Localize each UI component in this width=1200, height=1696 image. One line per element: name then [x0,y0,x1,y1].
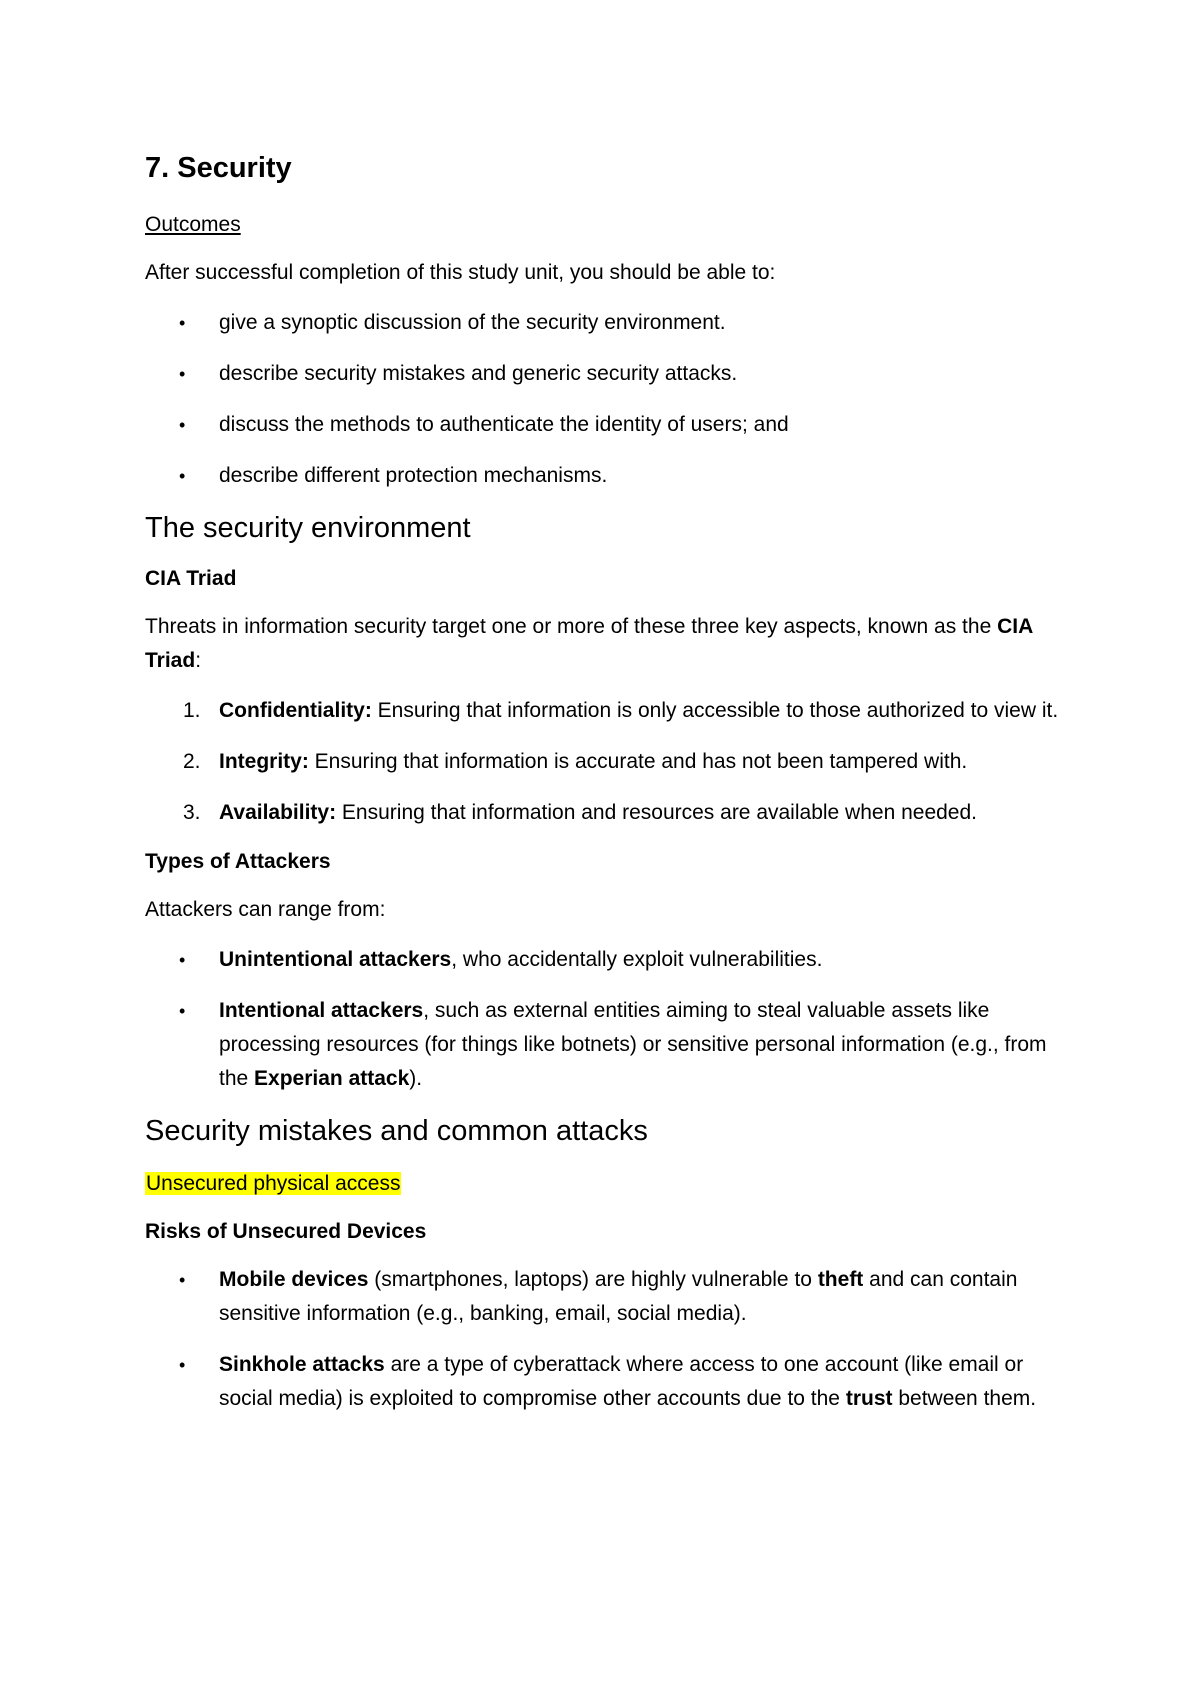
list-item: • give a synoptic discussion of the security environment. [145,306,1080,340]
cia-intro: Threats in information security target one or more of these three key aspects, known as the CIA Triad: [145,615,1033,672]
list-item: • Unintentional attackers, who accidentally exploit vulnerabilities. [145,943,1080,977]
list-item: • describe security mistakes and generic security attacks. [145,357,1080,391]
bullet-icon: • [179,415,186,435]
bullet-icon: • [179,313,186,333]
outcomes-intro: After successful completion of this study unit, you should be able to: [145,261,776,284]
bullet-icon: • [179,1001,186,1021]
outcomes-label: Outcomes [145,213,241,236]
bullet-icon: • [179,364,186,384]
bullet-icon: • [179,1355,186,1375]
section-heading-security-environment: The security environment [145,512,471,544]
subheading-types-of-attackers: Types of Attackers [145,850,331,873]
bullet-icon: • [179,466,186,486]
subheading-cia-triad: CIA Triad [145,567,237,590]
attackers-intro: Attackers can range from: [145,898,386,921]
outcomes-list [145,306,1080,493]
highlighted-topic: Unsecured physical access [146,1172,401,1195]
list-item: 1. Confidentiality: Ensuring that information is only accessible to those authorized to view it. [183,699,1059,722]
list-item: • Sinkhole attacks are a type of cyberattack where access to one account (like email or social media) is exploited to compromise other accounts due to the trust between them. [145,1348,1080,1416]
list-item: • describe different protection mechanisms. [145,459,1080,493]
page-title: 7. Security [145,152,292,184]
risks-list [145,1263,1080,1416]
section-heading-security-mistakes: Security mistakes and common attacks [145,1115,648,1147]
list-item: • Mobile devices (smartphones, laptops) are highly vulnerable to theft and can contain sensitive information (e.g., banking, email, social media). [145,1263,1080,1331]
subheading-risks-unsecured-devices: Risks of Unsecured Devices [145,1220,427,1243]
list-item: • discuss the methods to authenticate the identity of users; and [145,408,1080,442]
cia-list [145,694,1080,830]
bullet-icon: • [179,1270,186,1290]
bullet-icon: • [179,950,186,970]
list-item: 2. Integrity: Ensuring that information is accurate and has not been tampered with. [183,750,968,773]
list-item: 3. Availability: Ensuring that information and resources are available when needed. [183,801,977,824]
list-item: • Intentional attackers, such as external entities aiming to steal valuable assets like processing resources (for things like botnets) or sensitive personal information (e.g., from the Experian attack). [145,994,1080,1096]
attackers-list [145,943,1080,1096]
